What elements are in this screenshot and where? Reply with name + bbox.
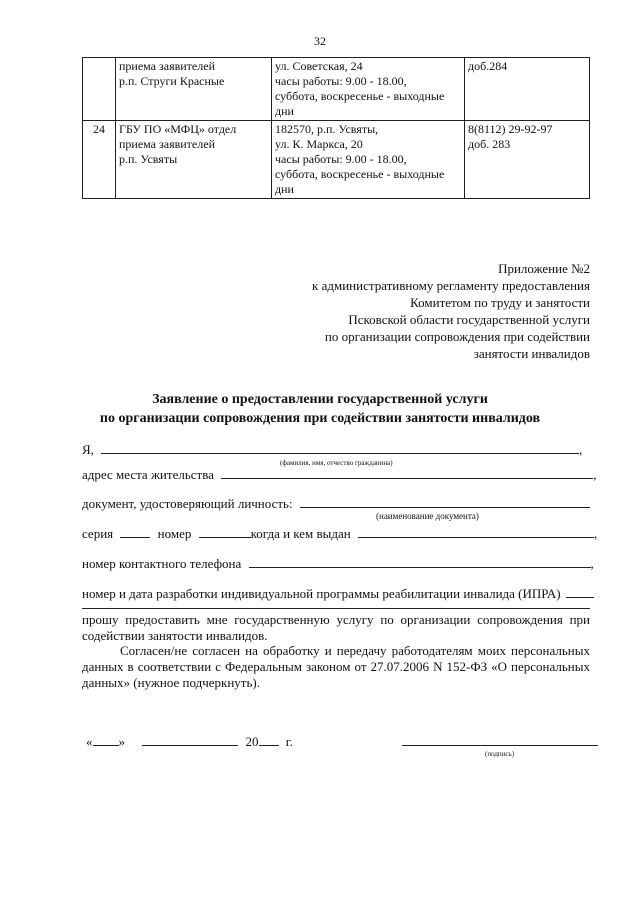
signature-caption: (подпись) [485,750,515,758]
address-line: ул. Советская, 24 [275,59,363,73]
comma: , [579,442,583,457]
appendix-block [312,260,590,362]
org-cell [116,58,272,121]
address-line: дни [275,182,294,196]
document-label: документ, удостоверяющий личность: [82,496,293,511]
ipra-input-line[interactable] [566,585,594,598]
appendix-line: Псковской области государственной услуги [348,312,590,327]
appendix-line: занятости инвалидов [473,346,590,361]
address-label: адрес места жительства [82,467,214,482]
comma: , [594,526,598,541]
comma: , [590,556,594,571]
name-input-line[interactable] [101,441,579,454]
address-line: суббота, воскресенье - выходные [275,167,445,181]
org-line: приема заявителей [119,137,215,151]
phone-line: доб. 283 [468,137,511,151]
phone-line: доб.284 [468,59,508,73]
series-row [82,525,597,542]
org-cell [116,121,272,199]
phone-cell [465,121,590,199]
phone-line: 8(8112) 29-92-97 [468,122,553,136]
close-quote: » [118,734,125,749]
issued-input-line[interactable] [358,525,594,538]
phone-label: номер контактного телефона [82,556,242,571]
month-input-line[interactable] [142,733,238,746]
open-quote: « [86,734,93,749]
appendix-line: Комитетом по труду и занятости [410,295,590,310]
issued-label: когда и кем выдан [250,526,351,541]
year-suffix: г. [285,734,293,749]
name-row [82,441,592,458]
phone-row [82,555,594,572]
ipra-row [82,585,594,602]
year-input-line[interactable] [259,733,279,746]
consent-paragraph: Согласен/не согласен на обработку и передачу работодателям моих персональных данных в соответствии с Федеральным законом от 27.07.2006 N 152-ФЗ «О персональных данных» (нужное подчеркнуть). [82,643,590,690]
org-line: р.п. Струги Красные [119,74,225,88]
table-row [83,58,590,121]
appendix-line: к административному регламенту предоставления [312,278,590,293]
title-line: по организации сопровождения при содействии занятости инвалидов [99,411,541,426]
ipra-label: номер и дата разработки индивидуальной программы реабилитации инвалида (ИПРА) [82,586,561,601]
name-caption: (фамилия, имя, отчество гражданина) [280,459,393,467]
address-line: часы работы: 9.00 - 18.00, [275,74,407,88]
address-line: дни [275,104,294,118]
phone-cell [465,58,590,121]
year-prefix: 20 [245,734,259,749]
number-label: номер [157,526,192,541]
document-caption: (наименование документа) [376,511,479,521]
page-number: 32 [314,34,326,48]
org-line: р.п. Усвяты [119,152,178,166]
number-input-line[interactable] [199,525,251,538]
i-label: Я, [82,442,94,457]
signature-input-line[interactable] [402,745,598,746]
document-row [82,495,590,512]
address-line: 182570, р.п. Усвяты, [275,122,379,136]
address-row [82,466,596,483]
series-label: серия [82,526,114,541]
date-row [86,733,293,750]
row-number: 24 [83,121,116,199]
contacts-table [82,57,590,199]
comma: , [593,467,597,482]
series-input-line[interactable] [120,525,150,538]
address-line: ул. К. Маркса, 20 [275,137,363,151]
document-title [0,390,640,428]
org-line: приема заявителей [119,59,215,73]
row-number [83,58,116,121]
request-paragraph: прошу предоставить мне государственную услугу по организации сопровождения при содействии занятости инвалидов. [82,612,590,643]
ipra-input-line-2[interactable] [82,608,590,609]
day-input-line[interactable] [93,733,119,746]
address-input-line[interactable] [221,466,593,479]
appendix-line: Приложение №2 [498,261,590,276]
title-line: Заявление о предоставлении государственной услуги [152,392,488,407]
address-cell [272,121,465,199]
document-input-line[interactable] [300,495,590,508]
address-line: часы работы: 9.00 - 18.00, [275,152,407,166]
phone-input-line[interactable] [249,555,591,568]
table-row [83,121,590,199]
appendix-line: по организации сопровождения при содействии [324,329,590,344]
address-line: суббота, воскресенье - выходные [275,89,445,103]
org-line: ГБУ ПО «МФЦ» отдел [119,122,237,136]
address-cell [272,58,465,121]
